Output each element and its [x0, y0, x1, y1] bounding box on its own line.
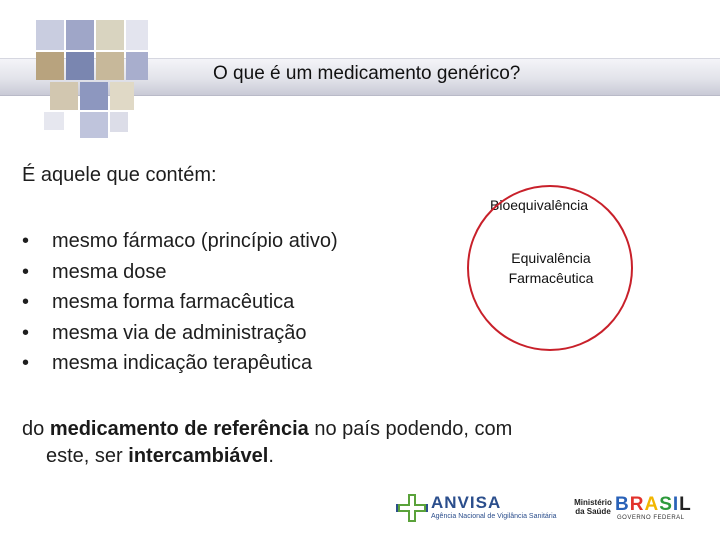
brasil-word: BRASIL	[615, 494, 692, 515]
anvisa-cross-icon	[395, 491, 429, 525]
list-item: • mesmo fármaco (princípio ativo)	[22, 226, 338, 257]
pharmaceutical-equivalence-label: Equivalência Farmacêutica	[508, 250, 594, 286]
bullet-icon: •	[22, 321, 30, 344]
slide-title: O que é um medicamento genérico?	[213, 63, 521, 84]
criteria-list	[22, 226, 338, 379]
anvisa-logo	[395, 491, 565, 525]
list-item: • mesma indicação terapêutica	[22, 348, 338, 379]
bullet-icon: •	[22, 291, 30, 313]
brasil-government-logo	[615, 494, 692, 526]
governo-federal-label: GOVERNO FEDERAL	[617, 515, 685, 521]
reference-drug-term: medicamento de referência	[49, 418, 309, 440]
anvisa-subtitle: Agência Nacional de Vigilância Sanitária	[431, 513, 557, 520]
bullet-icon: •	[22, 230, 30, 252]
interchangeable-term: intercambiável	[128, 445, 269, 467]
bioequivalence-label: Bioequivalência	[490, 197, 589, 213]
ministry-of-health-label: Ministério da Saúde	[574, 498, 612, 516]
list-item: • mesma via de administração	[22, 318, 338, 349]
list-item: • mesma forma farmacêutica	[22, 287, 338, 318]
bullet-icon: •	[22, 352, 30, 374]
photo-mosaic-logo	[22, 8, 152, 143]
intro-text: É aquele que contém:	[22, 164, 217, 186]
bullet-icon: •	[22, 260, 30, 283]
anvisa-name: ANVISA	[431, 493, 502, 512]
conclusion-text: do medicamento de referência no país podendo, com este, ser intercambiável.	[22, 418, 513, 467]
list-item: • mesma dose	[22, 257, 338, 288]
